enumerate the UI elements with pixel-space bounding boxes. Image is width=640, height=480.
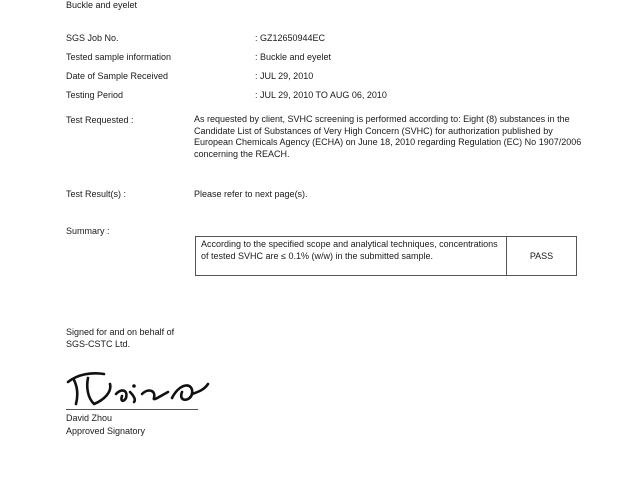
signoff-line1: Signed for and on behalf of	[66, 327, 175, 337]
summary-description: According to the specified scope and analytical techniques, concentrations of tested SVHC are ≤ 0.1% (w/w) in the submitted sample.	[201, 239, 498, 261]
summary-label: Summary :	[66, 226, 110, 236]
signatory-name: David Zhou	[66, 413, 113, 423]
test-requested-text: As requested by client, SVHC screening is performed according to: Eight (8) substances in the Candidate List of Substances of Very High Concern (SVHC) for authorization published by European Chemicals Agency (ECHA) on June 18, 2010 regarding Regulation (EC) No 1907/2006 concerning the REACH.	[194, 114, 582, 159]
sample-name-header: Buckle and eyelet	[66, 0, 138, 10]
signatory-title: Approved Signatory	[66, 426, 146, 436]
handwritten-signature	[64, 364, 214, 408]
test-requested-label: Test Requested :	[66, 115, 134, 125]
job-no-value: : GZ12650944EC	[255, 33, 326, 43]
date-received-label: Date of Sample Received	[66, 71, 169, 81]
date-received-value: : JUL 29, 2010	[255, 71, 314, 81]
sample-info-value: : Buckle and eyelet	[255, 52, 332, 62]
test-results-label: Test Result(s) :	[66, 189, 127, 199]
test-results-text: Please refer to next page(s).	[194, 189, 308, 199]
signature-line	[66, 409, 198, 410]
summary-result	[507, 237, 576, 275]
sample-info-label: Tested sample information	[66, 52, 172, 62]
testing-period-label: Testing Period	[66, 90, 124, 100]
signoff-line2: SGS-CSTC Ltd.	[66, 339, 131, 349]
summary-result-text: PASS	[529, 251, 554, 261]
testing-period-value: : JUL 29, 2010 TO AUG 06, 2010	[255, 90, 387, 100]
job-no-label: SGS Job No.	[66, 33, 119, 43]
summary-table	[195, 236, 577, 276]
